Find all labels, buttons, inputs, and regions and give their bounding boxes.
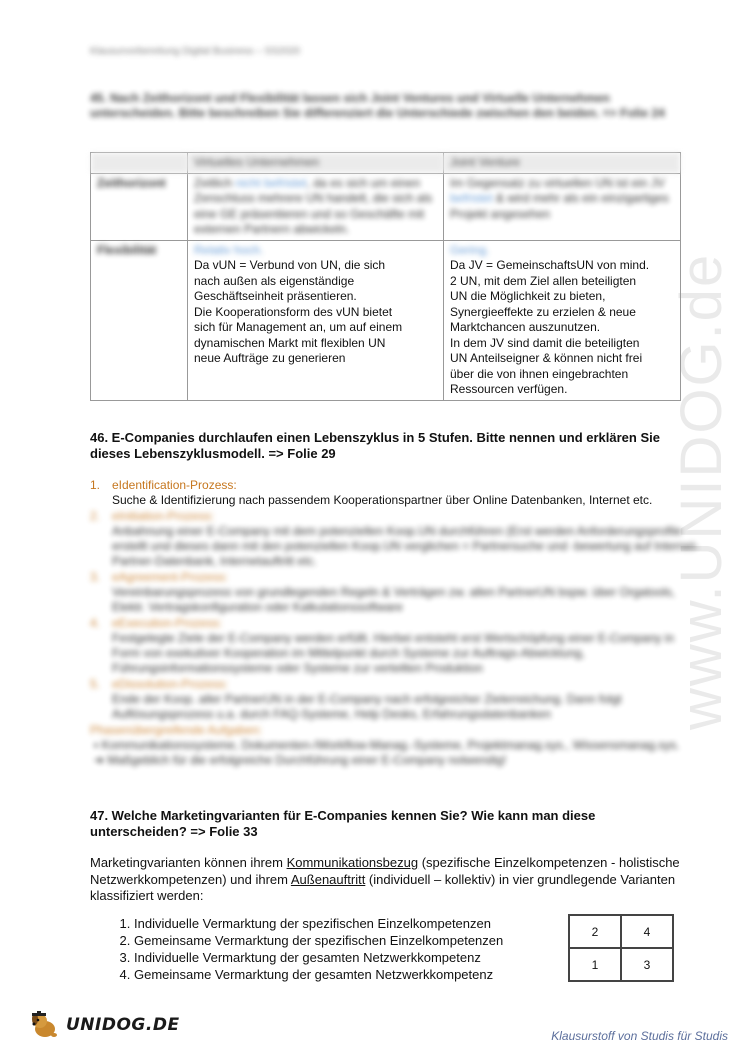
lifecycle-item-5: 5. eDissolution-Prozess: Ende der Koop. aller PartnerUN in der E-Company nach erfolgreicher Zielerreichung. Dann folgt Auflösungsprozess u.a. durch FAQ-Systeme, Help Desks, Erfahrungsdatenbanken: [90, 677, 622, 721]
vu-flex-line: sich für Management an, um auf einem: [194, 320, 403, 334]
lifecycle-item-2: 2. eInitiation-Prozess: Anbahnung einer E-Company mit dem potenziellen Koop.UN durchführen (Erst werden Anforderungsprofile erstellt und dieses dann mit den potenziellen Koop.UN verglichen = Partnersuche und -bewertung auf Internet-Partner-Datenbank, Internetauftritt etc.: [90, 509, 699, 568]
jv-flex-line: Ressourcen verfügen.: [450, 382, 568, 396]
logo-text: UNIDOG.DE: [66, 1015, 180, 1035]
jv-flex-line: Da JV = GemeinschaftsUN von mind.: [450, 258, 650, 272]
cell-jv-zeithorizont: Im Gegensatz zu virtuellen UN ist ein JV befristet & wird mehr als ein einzigartiges Projekt angesehen: [444, 173, 681, 240]
list-item: 4. Gemeinsame Vermarktung der gesamten Netzwerkkompetenz: [134, 966, 574, 983]
vu-flex-line: Geschäftseinheit präsentieren.: [194, 289, 357, 303]
variants-list: [112, 915, 574, 983]
unidog-logo: [28, 1010, 180, 1040]
list-item: 2. Gemeinsame Vermarktung der spezifischen Einzelkompetenzen: [134, 932, 574, 949]
jv-flex-line: Marktchancen auszunutzen.: [450, 320, 601, 334]
matrix-cell: 1: [569, 948, 621, 981]
vu-flex-line: nach außen als eigenständige: [194, 273, 355, 288]
phases-bullet: ▪ Kommunikationssysteme, Dokumenten-/Workflow-Manag.-Systeme, Projektmanag.sys., Wissensmanag.sys.: [94, 738, 680, 752]
matrix-cell: 4: [621, 915, 673, 948]
lifecycle-item-4: 4. eExecution-Prozess: Festgelegte Ziele der E-Company werden erfüllt. Hierbei entsteht erst Wertschöpfung einer E-Company in Form von exekutiver Kooperation im Mittelpunkt durch Systeme zur Auftrags-Abwicklung, Führungsinformationssysteme oder Systeme zur verteilten Produktion: [90, 616, 675, 675]
table-row-flexibilitaet: [91, 240, 681, 400]
vu-flex-line: neue Aufträge zu generieren: [194, 351, 346, 365]
list-item: 3. Individuelle Vermarktung der gesamten Netzwerkkompetenz: [134, 949, 574, 966]
lifecycle-list: [90, 478, 700, 768]
row-label-flexibilitaet: Flexibilität: [91, 240, 188, 400]
paragraph-47: Marketingvarianten können ihrem Kommunikationsbezug (spezifische Einzelkompetenzen - holistische Netzwerkkompetenzen) und ihrem Außenauftritt (individuell – kollektiv) in vier grundlegende Varianten klassifiziert werden:: [90, 855, 680, 903]
vu-flex-line: Da vUN = Verbund von UN, die sich: [194, 258, 386, 272]
cell-vu-zeithorizont: Zeitlich nicht befristet, da es sich um einen Zenschluss mehrere UN handelt, die sich als eine GE präsentieren und so Geschäfte mit externen Partnern abwickeln.: [188, 173, 444, 240]
jv-flex-line: 2 UN, mit dem Ziel allen beteiligten: [450, 273, 637, 288]
table-header-jv: Joint Venture: [444, 153, 681, 174]
list-item: 1. Individuelle Vermarktung der spezifischen Einzelkompetenzen: [134, 915, 574, 932]
watermark: www.UNIDOG.de: [669, 252, 734, 730]
page-header: Klausurvorbereitung Digital Business – SS2020: [90, 46, 301, 57]
vu-flex-line: dynamischen Markt mit flexiblen UN: [194, 335, 386, 350]
cell-vu-flexibilitaet: [188, 240, 444, 400]
vu-flex-head: Relativ hoch.: [194, 242, 264, 257]
phases-bullet: ➜ Maßgeblich für die erfolgreiche Durchführung einer E-Company notwendig!: [94, 753, 507, 767]
cell-jv-flexibilitaet: [444, 240, 681, 400]
table-header-row: [91, 153, 681, 174]
jv-flex-line: über die von ihnen eingebrachten: [450, 366, 629, 381]
matrix-cell: 3: [621, 948, 673, 981]
question-46: 46. E-Companies durchlaufen einen Lebenszyklus in 5 Stufen. Bitte nennen und erklären Sie dieses Lebenszyklusmodell. => Folie 29: [90, 430, 660, 461]
jv-flex-line: UN Anteilseigner & können nicht frei: [450, 351, 643, 365]
jv-flex-line: UN die Möglichkeit zu bieten,: [450, 289, 606, 303]
table-header-vu: Virtuelles Unternehmen: [188, 153, 444, 174]
row-label-zeithorizont: Zeithorizont: [91, 173, 188, 240]
table-header-empty: [91, 153, 188, 174]
jv-flex-head: Gering.: [450, 242, 490, 257]
lifecycle-item-1: 1. eIdentification-Prozess: Suche & Identifizierung nach passendem Kooperationspartner über Online Datenbanken, Internet etc.: [90, 478, 653, 507]
footer-text: Klausurstoff von Studis für Studis: [551, 1029, 728, 1043]
jv-flex-line: Synergieeffekte zu erzielen & neue: [450, 304, 636, 319]
phases-title: Phasenübergreifende Aufgaben:: [90, 723, 263, 737]
question-45: 45. Nach Zeithorizont und Flexibilität lassen sich Joint Ventures und Virtuelle Unternehmen unterscheiden. Bitte beschreiben Sie differenziert die Unterschiede zwischen den beiden. => Folie 24: [90, 91, 665, 120]
jv-flex-line: In dem JV sind damit die beteiligten: [450, 335, 640, 350]
matrix-cell: 2: [569, 915, 621, 948]
vu-flex-line: Die Kooperationsform des vUN bietet: [194, 304, 393, 319]
dog-icon: [28, 1010, 62, 1040]
comparison-table: [90, 152, 681, 401]
table-row-zeithorizont: [91, 173, 681, 240]
question-47: 47. Welche Marketingvarianten für E-Companies kennen Sie? Wie kann man diese unterscheiden? => Folie 33: [90, 808, 596, 839]
lifecycle-item-3: 3. eAgreement-Prozess: Vereinbarungsprozess von grundlegenden Regeln & Verträgen zw. allen PartnerUN bspw. über Orgatools, Elektr. Vertragskonfiguration oder Kalkulationssoftware: [90, 570, 676, 614]
variant-matrix: [568, 914, 674, 982]
